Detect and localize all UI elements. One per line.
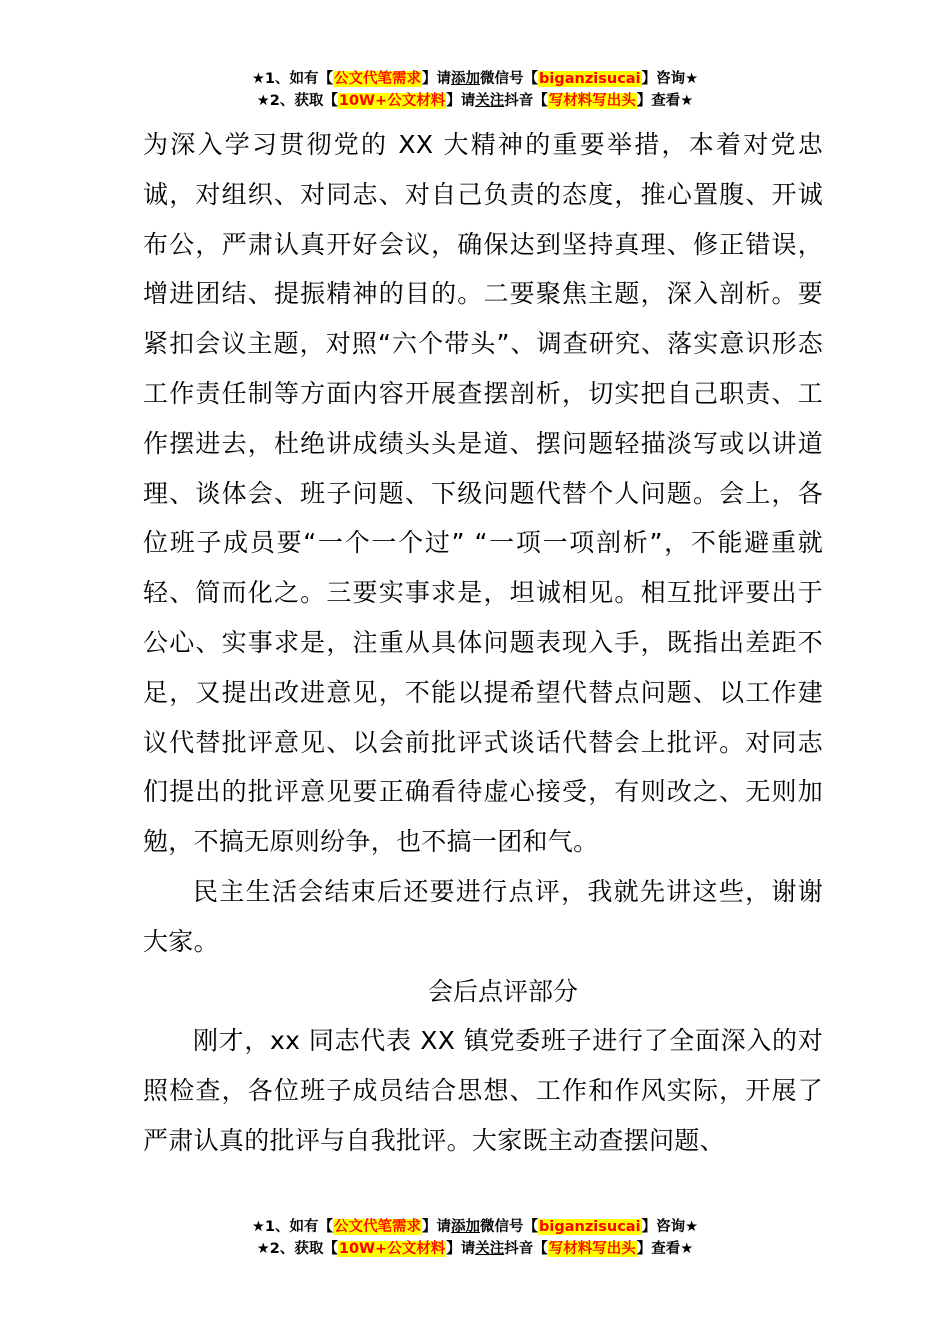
banner-line-1: ★1、如有【公文代笔需求】请添加微信号【biganzisucai】咨询★ bbox=[251, 1219, 699, 1235]
banner-line-1: ★1、如有【公文代笔需求】请添加微信号【biganzisucai】咨询★ bbox=[251, 71, 699, 87]
paragraph-2: 民主生活会结束后还要进行点评，我就先讲这些，谢谢大家。 bbox=[143, 876, 823, 956]
banner-line-2: ★2、获取【10W+公文材料】请关注抖音【写材料写出头】查看★ bbox=[256, 93, 694, 109]
highlight-text: 公文代笔需求 bbox=[334, 1219, 422, 1235]
highlight-text: 写材料写出头 bbox=[548, 93, 636, 109]
footer-banner bbox=[0, 1216, 950, 1260]
header-banner bbox=[0, 68, 950, 112]
highlight-text: biganzisucai bbox=[539, 71, 641, 87]
section-title: 会后点评部分 bbox=[427, 976, 578, 1006]
highlight-text: biganzisucai bbox=[539, 1219, 641, 1235]
highlight-text: 写材料写出头 bbox=[548, 1241, 636, 1257]
document-body bbox=[143, 120, 823, 1166]
paragraph-3: 刚才，xx 同志代表 XX 镇党委班子进行了全面深入的对照检查，各位班子成员结合思想、工作和作风实际，开展了严肃认真的批评与自我批评。大家既主动查摆问题、 bbox=[143, 1026, 823, 1155]
banner-line-2: ★2、获取【10W+公文材料】请关注抖音【写材料写出头】查看★ bbox=[256, 1241, 694, 1257]
highlight-text: 10W+公文材料 bbox=[338, 1241, 446, 1257]
paragraph-1: 为深入学习贯彻党的 XX 大精神的重要举措，本着对党忠诚，对组织、对同志、对自己负责的态度，推心置腹、开诚布公，严肃认真开好会议，确保达到坚持真理、修正错误，增进团结、提振精神的目的。二要聚焦主题，深入剖析。要紧扣会议主题，对照“六个带头”、调查研究、落实意识形态工作责任制等方面内容开展查摆剖析，切实把自己职责、工作摆进去，杜绝讲成绩头头是道、摆问题轻描淡写或以讲道理、谈体会、班子问题、下级问题代替个人问题。会上，各位班子成员要“一个一个过” “一项一项剖析”，不能避重就轻、简而化之。三要实事求是，坦诚相见。相互批评要出于公心、实事求是，注重从具体问题表现入手，既指出差距不足，又提出改进意见，不能以提希望代替点问题、以工作建议代替批评意见、以会前批评式谈话代替会上批评。对同志们提出的批评意见要正确看待虚心接受，有则改之、无则加勉，不搞无原则纷争，也不搞一团和气。 bbox=[143, 130, 823, 857]
highlight-text: 10W+公文材料 bbox=[338, 93, 446, 109]
highlight-text: 公文代笔需求 bbox=[334, 71, 422, 87]
